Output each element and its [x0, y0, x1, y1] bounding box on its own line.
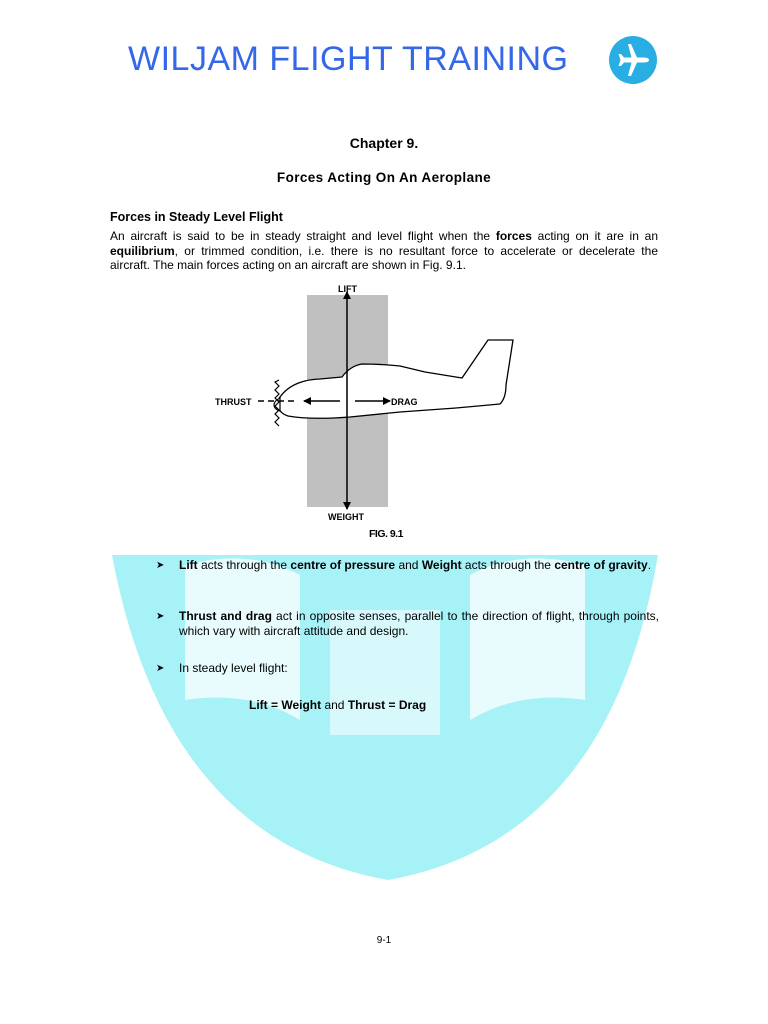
bullet-item	[156, 558, 659, 573]
paragraph-text: , or trimmed condition, i.e. there is no resultant force to accelerate or decelerate the aircraft. The main forces acting on an aircraft are shown in Fig. 9.1.	[110, 243, 658, 272]
bullet-item	[156, 609, 659, 639]
bullet-text	[179, 558, 659, 573]
header-title: WILJAM FLIGHT TRAINING	[128, 40, 569, 78]
bullet-text: In steady level flight:	[179, 661, 288, 675]
weight-label: WEIGHT	[328, 512, 364, 522]
bullet-bold: centre of pressure	[290, 558, 396, 572]
chapter-number: Chapter 9.	[349, 135, 419, 151]
thrust-label: THRUST	[215, 397, 252, 407]
bullet-bold: Weight	[421, 558, 462, 572]
bullet-span: act in opposite senses, parallel to the direction of flight, through points, which vary with aircraft attitude and design.	[179, 609, 659, 638]
intro-paragraph	[110, 229, 658, 273]
paragraph-bold-equilibrium: equilibrium	[110, 243, 175, 258]
drag-label: DRAG	[391, 397, 418, 407]
figure-caption: FIG. 9.1	[369, 528, 403, 540]
bullet-span: and	[395, 558, 422, 572]
bullet-span: .	[647, 558, 652, 572]
bullet-arrow-icon: ➤	[156, 663, 165, 674]
lift-label: LIFT	[338, 284, 357, 294]
bullet-bold: Lift	[179, 558, 198, 572]
equation-span: and	[321, 698, 348, 712]
section-heading: Forces in Steady Level Flight	[110, 210, 283, 224]
chapter-title: Forces Acting On An Aeroplane	[276, 170, 492, 185]
bullet-text	[179, 609, 659, 639]
equation	[249, 698, 426, 712]
bullet-item	[156, 661, 659, 676]
bullet-bold: Thrust and drag	[179, 609, 272, 623]
forces-diagram	[200, 280, 520, 530]
bullet-span: acts through the	[461, 558, 555, 572]
paragraph-bold-forces: forces	[495, 229, 532, 243]
equation-bold: Lift = Weight	[249, 698, 322, 712]
bullet-bold: centre of gravity	[554, 558, 648, 572]
airplane-icon	[608, 35, 658, 85]
paragraph-text: acting on it are in an	[531, 229, 659, 243]
paragraph-text: An aircraft is said to be in steady straight and level flight when the	[110, 229, 496, 243]
page-number: 9-1	[376, 935, 392, 946]
bullet-span: acts through the	[197, 558, 291, 572]
bullet-arrow-icon: ➤	[156, 611, 165, 622]
bullet-arrow-icon: ➤	[156, 560, 165, 571]
equation-bold: Thrust = Drag	[347, 698, 427, 712]
